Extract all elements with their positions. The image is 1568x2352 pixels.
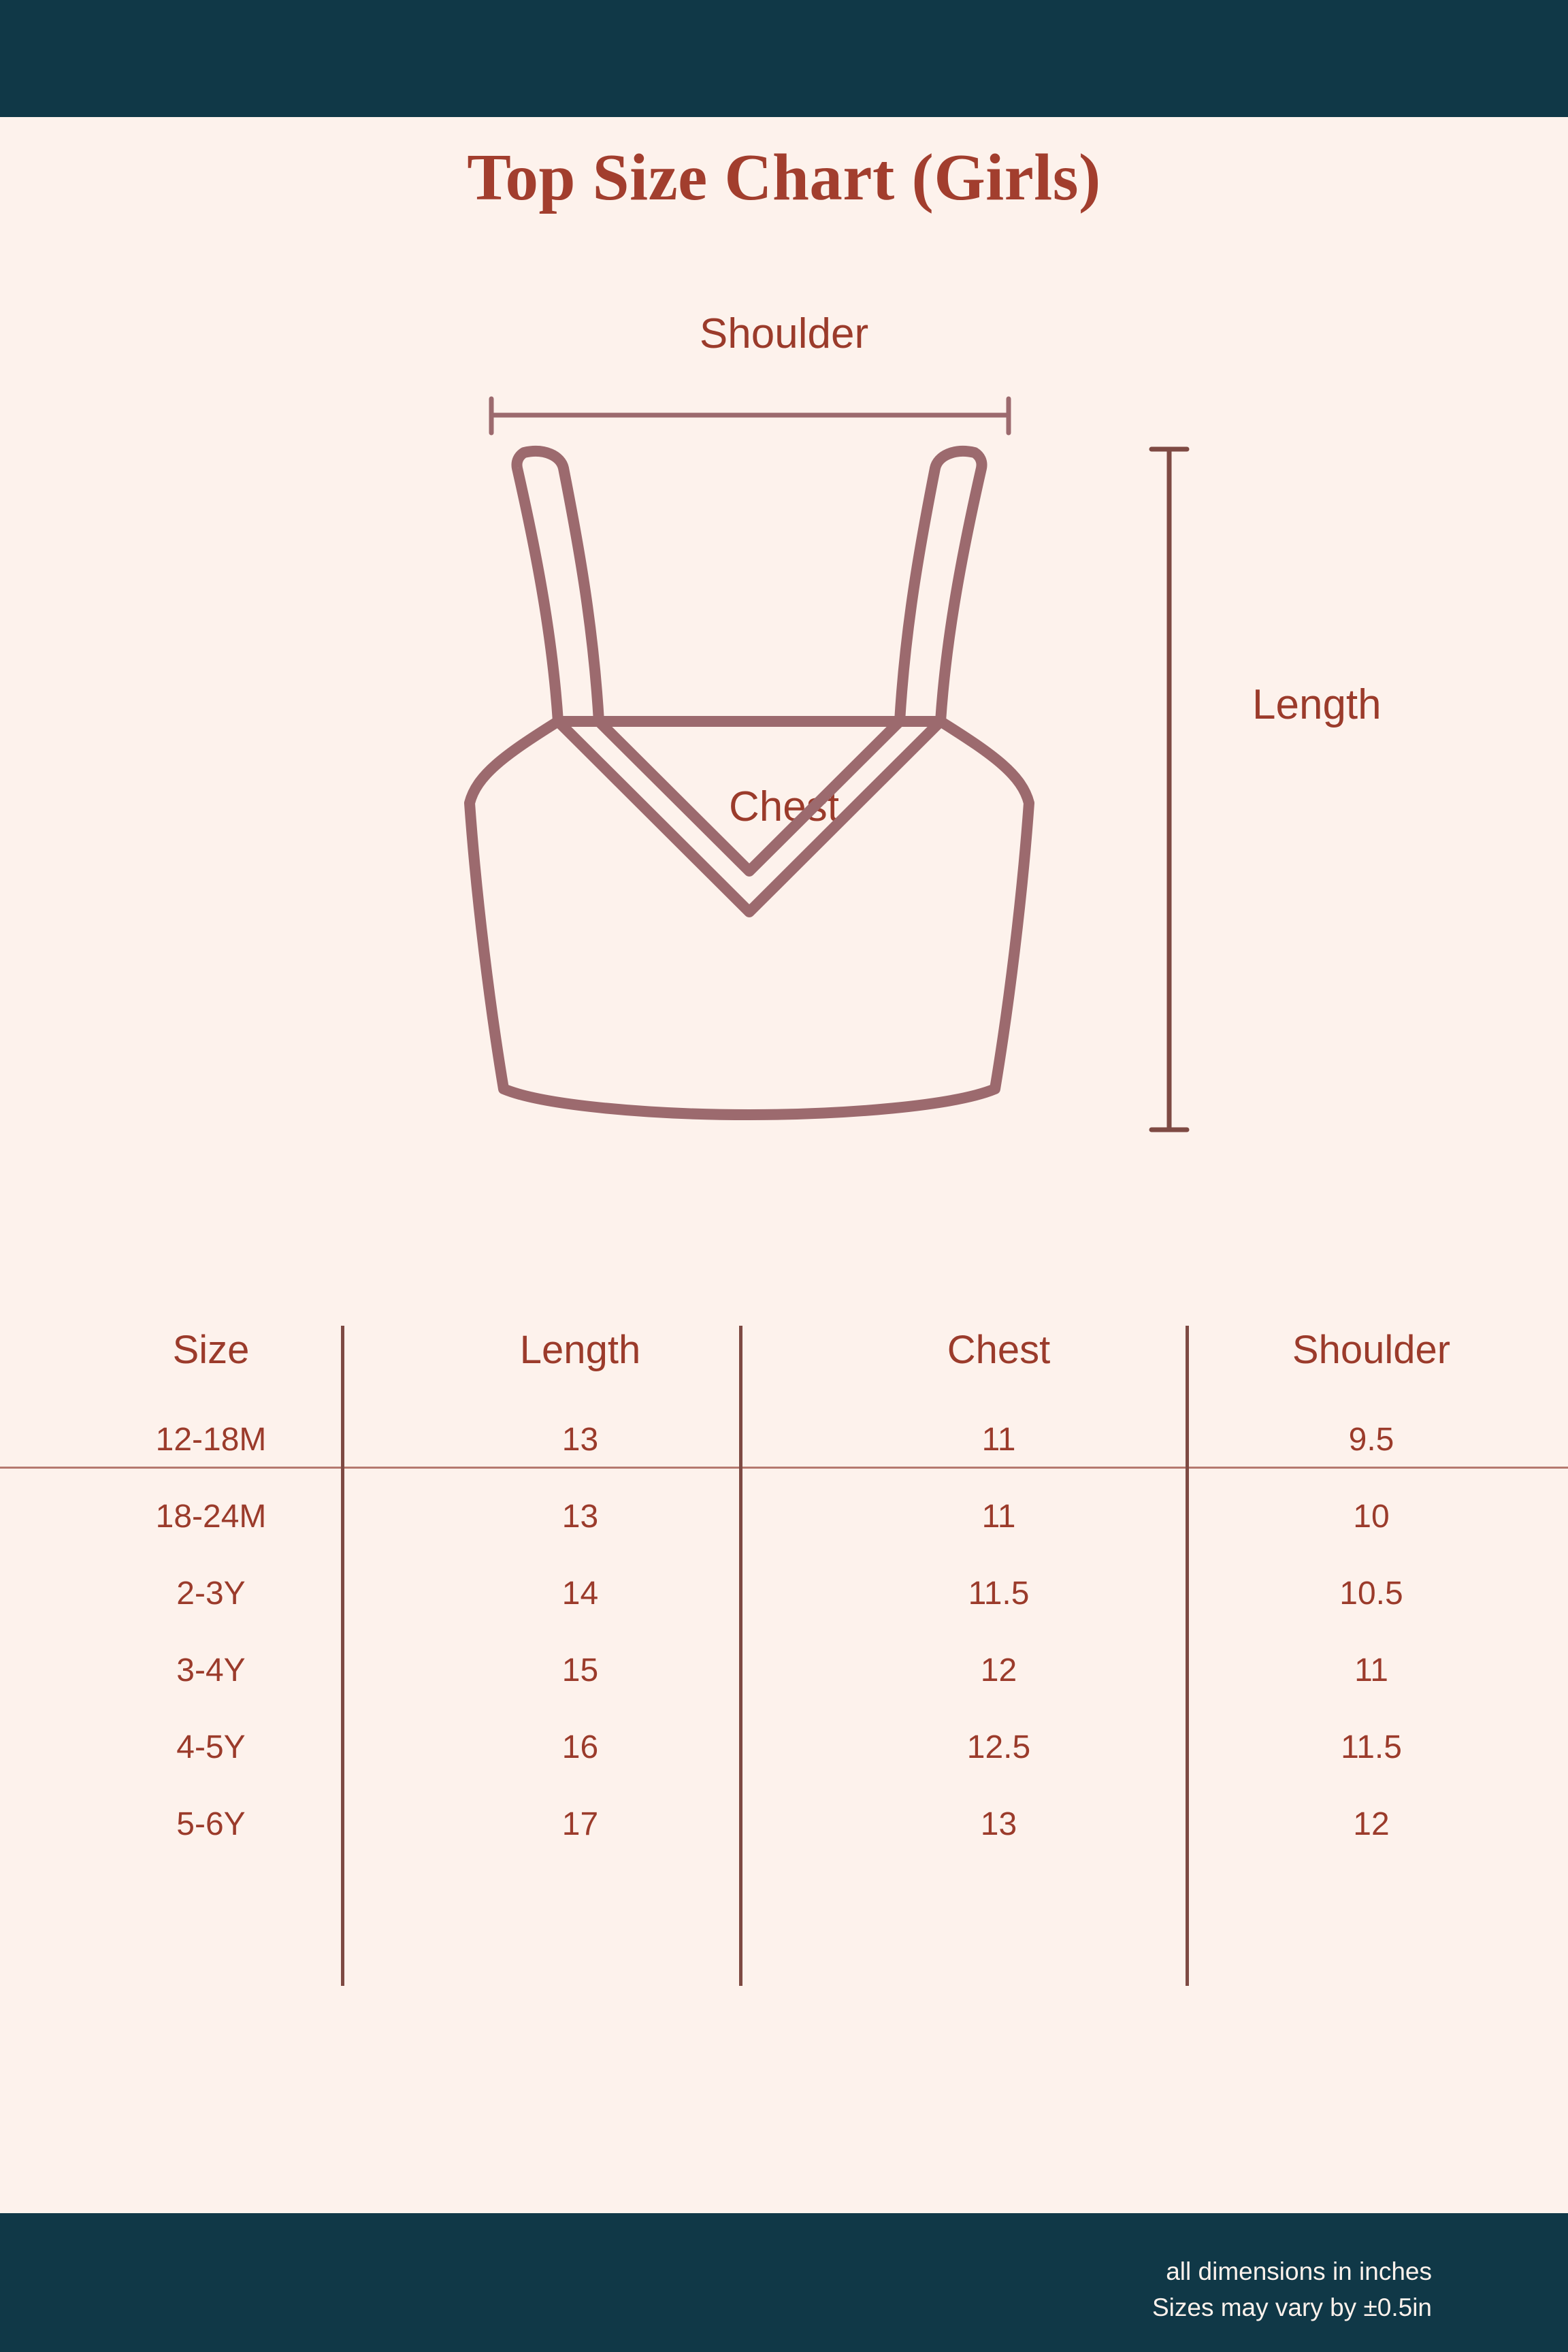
cell-size: 5-6Y — [176, 1806, 246, 1842]
cell-chest: 11.5 — [968, 1575, 1030, 1612]
size-table-container — [0, 1320, 1568, 2028]
cell-size: 12-18M — [155, 1422, 267, 1458]
table-row — [41, 1401, 1524, 1478]
cell-size: 4-5Y — [176, 1729, 246, 1765]
cell-chest: 12.5 — [966, 1729, 1031, 1765]
cell-chest: 11 — [981, 1422, 1016, 1458]
cell-size: 2-3Y — [176, 1575, 246, 1612]
cell-shoulder: 10.5 — [1339, 1575, 1403, 1612]
cell-shoulder: 10 — [1353, 1499, 1390, 1535]
table-row — [41, 1555, 1524, 1632]
shoulder-measure-label: Shoulder — [699, 310, 869, 357]
column-header-chest: Chest — [947, 1328, 1051, 1372]
cell-chest: 11 — [981, 1499, 1016, 1535]
cell-size: 18-24M — [155, 1499, 267, 1535]
cell-length: 14 — [561, 1575, 599, 1612]
table-row — [41, 1478, 1524, 1555]
table-row — [41, 1786, 1524, 1863]
top-banner-bar — [0, 0, 1568, 117]
footer-note — [1152, 2253, 1432, 2326]
table-header-row — [41, 1320, 1524, 1401]
table-row — [41, 1632, 1524, 1709]
cell-length: 15 — [561, 1652, 599, 1688]
cell-length: 13 — [561, 1499, 599, 1535]
cell-shoulder: 11 — [1354, 1652, 1388, 1688]
cell-shoulder: 12 — [1353, 1806, 1390, 1842]
cell-size: 3-4Y — [176, 1652, 246, 1688]
cell-length: 13 — [561, 1422, 599, 1458]
cell-chest: 12 — [980, 1652, 1017, 1688]
page-title: Top Size Chart (Girls) — [467, 141, 1101, 214]
cell-length: 16 — [561, 1729, 599, 1765]
footer-line-1: all dimensions in inches — [1166, 2257, 1432, 2285]
size-table — [41, 1320, 1524, 1863]
cell-shoulder: 11.5 — [1341, 1729, 1402, 1765]
cell-chest: 13 — [980, 1806, 1017, 1842]
column-header-size: Size — [172, 1328, 250, 1372]
footer-line-2: Sizes may vary by ±0.5in — [1152, 2293, 1432, 2322]
column-header-length: Length — [519, 1328, 641, 1372]
shoulder-dimension-line — [491, 399, 1009, 433]
table-row — [41, 1709, 1524, 1786]
garment-diagram — [0, 286, 1568, 1171]
chest-measure-label: Chest — [729, 783, 839, 830]
column-header-shoulder: Shoulder — [1292, 1328, 1451, 1372]
cell-length: 17 — [561, 1806, 599, 1842]
tank-top-outline-icon — [470, 451, 1029, 1115]
cell-shoulder: 9.5 — [1348, 1422, 1394, 1458]
length-dimension-line — [1152, 449, 1187, 1130]
length-measure-label: Length — [1252, 681, 1382, 728]
